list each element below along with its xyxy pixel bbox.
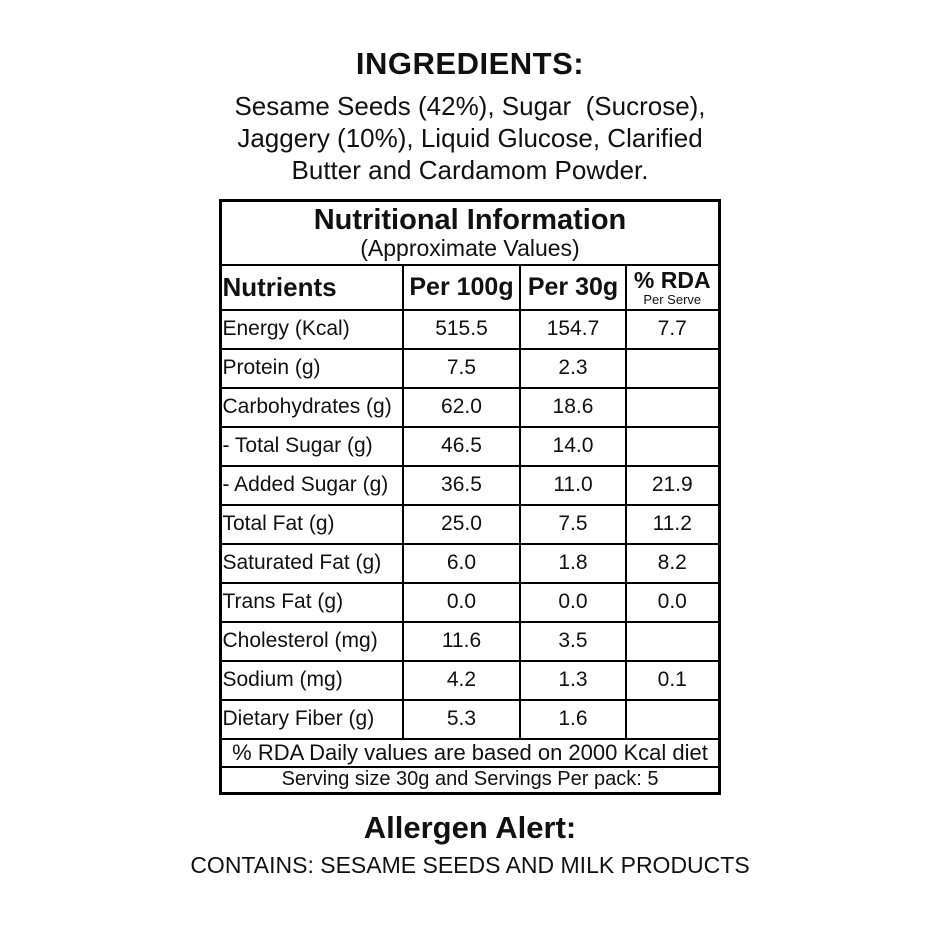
rda-value-cell bbox=[626, 349, 719, 388]
footnote-rda: % RDA Daily values are based on 2000 Kcal diet bbox=[221, 739, 719, 767]
per30g-value-cell: 14.0 bbox=[520, 427, 626, 466]
table-row bbox=[221, 427, 719, 466]
table-row bbox=[221, 544, 719, 583]
rda-value-cell: 7.7 bbox=[626, 310, 719, 349]
ingredients-section bbox=[0, 46, 940, 186]
per30g-value-cell: 2.3 bbox=[520, 349, 626, 388]
per100g-value-cell: 7.5 bbox=[403, 349, 520, 388]
table-row bbox=[221, 310, 719, 349]
per100g-value-cell: 25.0 bbox=[403, 505, 520, 544]
nutrient-name-cell: Total Fat (g) bbox=[221, 505, 403, 544]
table-row bbox=[221, 505, 719, 544]
per100g-value-cell: 6.0 bbox=[403, 544, 520, 583]
per100g-value-cell: 5.3 bbox=[403, 700, 520, 739]
per30g-value-cell: 1.8 bbox=[520, 544, 626, 583]
allergen-title: Allergen Alert: bbox=[363, 810, 577, 845]
per30g-value-cell: 7.5 bbox=[520, 505, 626, 544]
table-row bbox=[221, 622, 719, 661]
nutrient-name-cell: Saturated Fat (g) bbox=[221, 544, 403, 583]
column-header-per100g: Per 100g bbox=[403, 265, 520, 310]
per30g-value-cell: 1.6 bbox=[520, 700, 626, 739]
nutrient-name-cell: - Total Sugar (g) bbox=[221, 427, 403, 466]
table-header-row bbox=[221, 265, 719, 310]
column-header-nutrients: Nutrients bbox=[221, 265, 403, 310]
per100g-value-cell: 4.2 bbox=[403, 661, 520, 700]
rda-value-cell bbox=[626, 427, 719, 466]
per100g-value-cell: 515.5 bbox=[403, 310, 520, 349]
ingredients-line-1: Sesame Seeds (42%), Sugar (Sucrose), bbox=[234, 91, 706, 121]
per30g-value-cell: 0.0 bbox=[520, 583, 626, 622]
per30g-value-cell: 154.7 bbox=[520, 310, 626, 349]
table-subtitle: (Approximate Values) bbox=[360, 235, 580, 262]
rda-value-cell bbox=[626, 622, 719, 661]
table-footnote-row bbox=[221, 739, 719, 767]
nutrient-name-cell: Sodium (mg) bbox=[221, 661, 403, 700]
ingredients-title: INGREDIENTS: bbox=[355, 46, 585, 81]
table-title-cell bbox=[221, 201, 719, 265]
per100g-value-cell: 36.5 bbox=[403, 466, 520, 505]
per30g-value-cell: 1.3 bbox=[520, 661, 626, 700]
ingredients-line-3: Butter and Cardamom Powder. bbox=[291, 155, 649, 185]
allergen-section bbox=[0, 810, 940, 879]
table-row bbox=[221, 349, 719, 388]
rda-value-cell bbox=[626, 388, 719, 427]
rda-value-cell: 11.2 bbox=[626, 505, 719, 544]
table-row bbox=[221, 661, 719, 700]
table-footnote-row bbox=[221, 767, 719, 794]
allergen-text: CONTAINS: SESAME SEEDS AND MILK PRODUCTS bbox=[190, 852, 750, 878]
rda-value-cell: 0.0 bbox=[626, 583, 719, 622]
nutrient-name-cell: Cholesterol (mg) bbox=[221, 622, 403, 661]
table-title-row bbox=[221, 201, 719, 265]
rda-value-cell: 0.1 bbox=[626, 661, 719, 700]
table-title: Nutritional Information bbox=[313, 204, 627, 237]
rda-value-cell: 8.2 bbox=[626, 544, 719, 583]
table-row bbox=[221, 388, 719, 427]
rda-value-cell: 21.9 bbox=[626, 466, 719, 505]
nutrient-name-cell: Trans Fat (g) bbox=[221, 583, 403, 622]
column-header-rda bbox=[626, 265, 719, 310]
table-row bbox=[221, 583, 719, 622]
nutrient-name-cell: - Added Sugar (g) bbox=[221, 466, 403, 505]
table-row bbox=[221, 700, 719, 739]
per100g-value-cell: 62.0 bbox=[403, 388, 520, 427]
ingredients-line-2: Jaggery (10%), Liquid Glucose, Clarified bbox=[237, 123, 703, 153]
rda-header-sub: Per Serve bbox=[643, 291, 702, 307]
rda-header-main: % RDA bbox=[633, 266, 711, 293]
per100g-value-cell: 11.6 bbox=[403, 622, 520, 661]
per30g-value-cell: 11.0 bbox=[520, 466, 626, 505]
table-row bbox=[221, 466, 719, 505]
per100g-value-cell: 46.5 bbox=[403, 427, 520, 466]
nutrient-name-cell: Energy (Kcal) bbox=[221, 310, 403, 349]
per100g-value-cell: 0.0 bbox=[403, 583, 520, 622]
nutrition-table bbox=[219, 199, 720, 795]
nutrient-name-cell: Dietary Fiber (g) bbox=[221, 700, 403, 739]
rda-value-cell bbox=[626, 700, 719, 739]
footnote-serving: Serving size 30g and Servings Per pack: 5 bbox=[221, 767, 719, 794]
per30g-value-cell: 3.5 bbox=[520, 622, 626, 661]
nutrient-name-cell: Protein (g) bbox=[221, 349, 403, 388]
nutrient-name-cell: Carbohydrates (g) bbox=[221, 388, 403, 427]
column-header-per30g: Per 30g bbox=[520, 265, 626, 310]
per30g-value-cell: 18.6 bbox=[520, 388, 626, 427]
